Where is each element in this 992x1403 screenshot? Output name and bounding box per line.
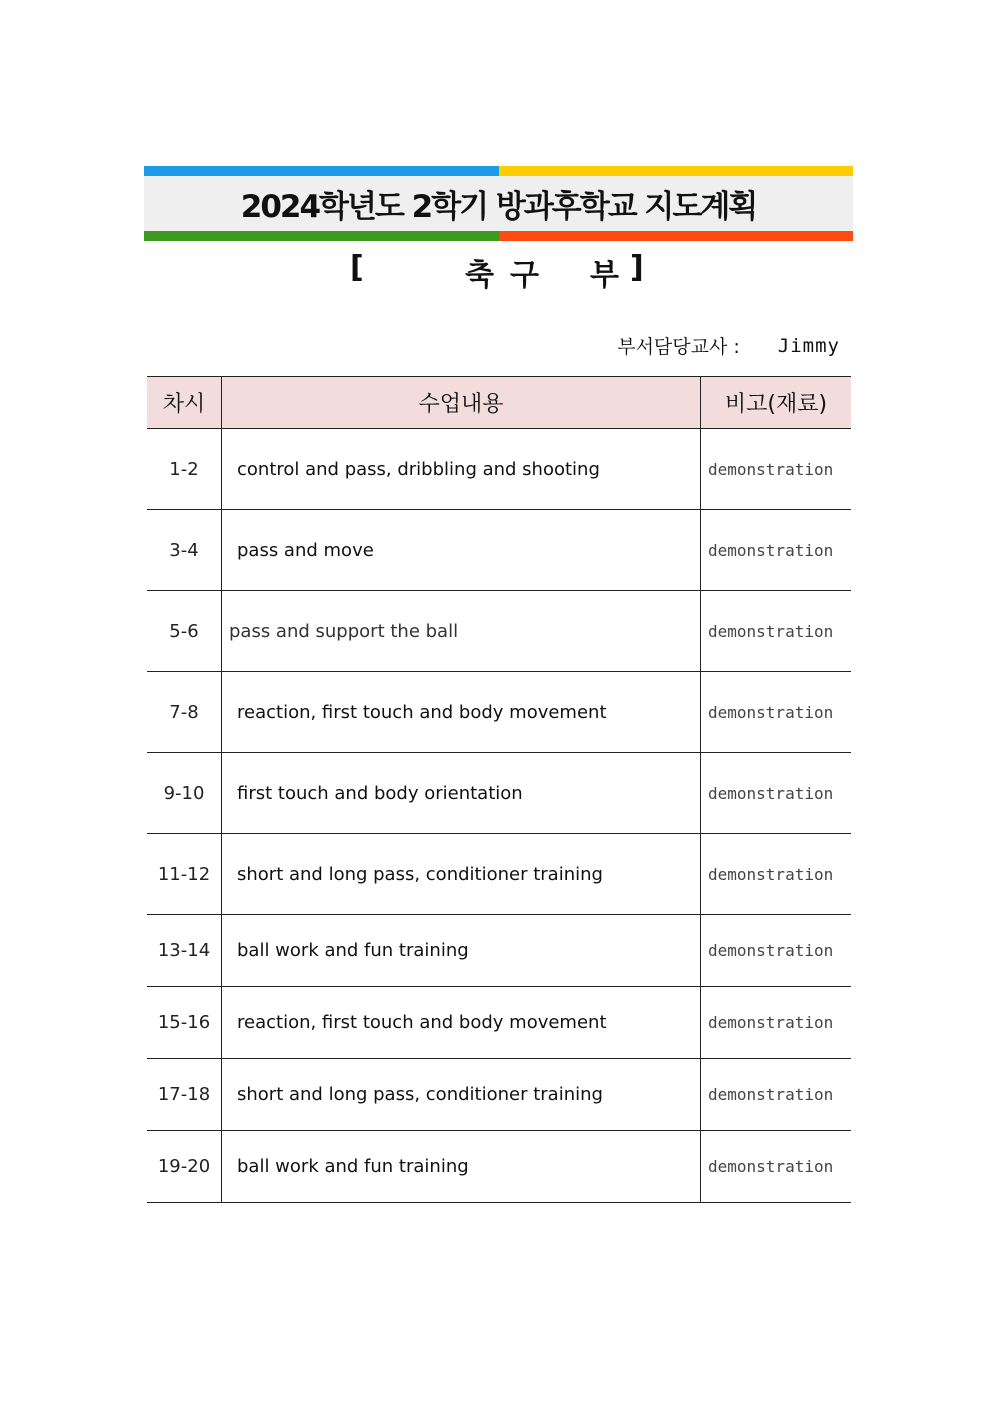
- header-remark: 비고(재료): [701, 377, 852, 429]
- club-bracket-open: [: [350, 250, 364, 285]
- content-cell: ball work and fun training: [222, 1131, 701, 1203]
- session-cell: 1-2: [147, 429, 222, 510]
- lesson-plan-table: [147, 376, 851, 1203]
- remark-cell: demonstration: [701, 753, 852, 834]
- table-row: [147, 1059, 851, 1131]
- table-row: [147, 672, 851, 753]
- table-row: [147, 1131, 851, 1203]
- teacher-line: [617, 332, 840, 359]
- session-cell: 15-16: [147, 987, 222, 1059]
- content-cell: reaction, first touch and body movement: [222, 672, 701, 753]
- club-char-2: 구: [510, 258, 539, 293]
- session-cell: 9-10: [147, 753, 222, 834]
- session-cell: 13-14: [147, 915, 222, 987]
- remark-cell: demonstration: [701, 429, 852, 510]
- table-header-row: [147, 377, 851, 429]
- remark-cell: demonstration: [701, 510, 852, 591]
- content-cell: reaction, first touch and body movement: [222, 987, 701, 1059]
- banner-bar-bottom-right: [499, 231, 853, 241]
- table-row: [147, 429, 851, 510]
- club-char-3: 부: [590, 258, 619, 293]
- remark-cell: demonstration: [701, 1059, 852, 1131]
- session-cell: 17-18: [147, 1059, 222, 1131]
- content-cell: short and long pass, conditioner training: [222, 1059, 701, 1131]
- content-cell: short and long pass, conditioner training: [222, 834, 701, 915]
- table-row: [147, 753, 851, 834]
- remark-cell: demonstration: [701, 915, 852, 987]
- teacher-name: Jimmy: [777, 334, 840, 357]
- table-row: [147, 510, 851, 591]
- remark-cell: demonstration: [701, 987, 852, 1059]
- session-cell: 11-12: [147, 834, 222, 915]
- banner-bar-top-left: [144, 166, 499, 176]
- table-row: [147, 591, 851, 672]
- content-cell: pass and move: [222, 510, 701, 591]
- table-row: [147, 987, 851, 1059]
- table-row: [147, 915, 851, 987]
- remark-cell: demonstration: [701, 1131, 852, 1203]
- banner-body: [144, 176, 853, 231]
- document-title: 2024학년도 2학기 방과후학교 지도계획: [240, 189, 757, 225]
- title-banner: [144, 166, 853, 241]
- banner-bar-bottom-left: [144, 231, 499, 241]
- club-char-1: 축: [465, 258, 494, 293]
- session-cell: 5-6: [147, 591, 222, 672]
- banner-bar-top-right: [499, 166, 853, 176]
- content-cell: ball work and fun training: [222, 915, 701, 987]
- remark-cell: demonstration: [701, 591, 852, 672]
- content-cell: pass and support the ball: [222, 591, 701, 672]
- session-cell: 3-4: [147, 510, 222, 591]
- remark-cell: demonstration: [701, 672, 852, 753]
- header-session: 차시: [147, 377, 222, 429]
- teacher-label: 부서담당교사 :: [617, 336, 740, 358]
- club-name: [345, 250, 655, 293]
- content-cell: first touch and body orientation: [222, 753, 701, 834]
- club-bracket-close: ]: [630, 250, 644, 285]
- session-cell: 19-20: [147, 1131, 222, 1203]
- content-cell: control and pass, dribbling and shooting: [222, 429, 701, 510]
- table-row: [147, 834, 851, 915]
- header-content: 수업내용: [222, 377, 701, 429]
- remark-cell: demonstration: [701, 834, 852, 915]
- session-cell: 7-8: [147, 672, 222, 753]
